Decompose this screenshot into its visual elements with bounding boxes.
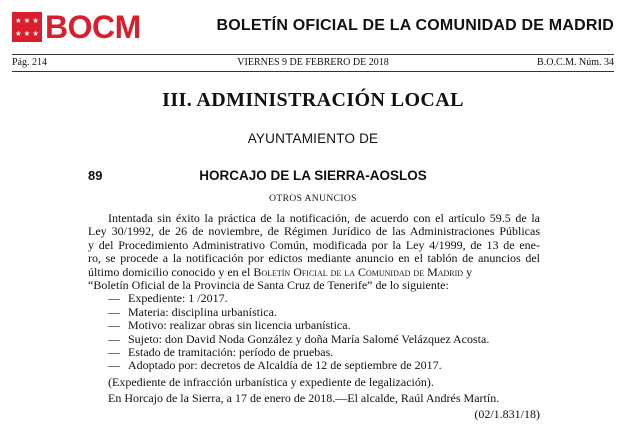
- star-icon: [33, 31, 39, 37]
- paragraph-line: Ley 30/1992, de 26 de noviembre, de Régimen Jurídico de las Administraciones Públicas: [88, 224, 540, 239]
- subsection-heading: OTROS ANUNCIOS: [269, 194, 357, 204]
- star-icon: [24, 31, 30, 37]
- list-item: [88, 359, 540, 372]
- item-text: Materia: disciplina urbanística.: [128, 304, 277, 319]
- paragraph-text: y: [463, 264, 473, 279]
- header-rule-bottom: [12, 71, 614, 72]
- paragraph-line: [88, 266, 540, 279]
- boletin-name: Boletín Oficial de la Comunidad de Madrid: [253, 264, 464, 279]
- list-item: [88, 346, 540, 359]
- bocm-header: [12, 9, 614, 47]
- entity-title: HORCAJO DE LA SIERRA-AOSLOS: [199, 168, 427, 183]
- dash: —: [108, 331, 120, 346]
- paragraph-line: y del Procedimiento Administrativo Común, modificada por la Ley 4/1999, de 13 de ene-: [88, 237, 540, 252]
- section-title: III. ADMINISTRACIÓN LOCAL: [162, 89, 464, 111]
- dash: —: [108, 291, 120, 306]
- item-text: Motivo: realizar obras sin licencia urbanística.: [128, 318, 351, 333]
- star-icon: [24, 18, 30, 24]
- item-text: Expediente: 1 /2017.: [128, 291, 228, 306]
- item-text: Estado de tramitación: período de pruebas.: [128, 344, 334, 359]
- item-list: [88, 292, 540, 372]
- star-icon: [15, 18, 21, 24]
- list-item: [88, 306, 540, 319]
- publication-title: BOLETÍN OFICIAL DE LA COMUNIDAD DE MADRID: [216, 17, 614, 34]
- star-icon: [15, 31, 21, 37]
- announcement-body: [88, 212, 540, 422]
- list-item: [88, 292, 540, 305]
- item-text: Adoptado por: decretos de Alcaldía de 12 de septiembre de 2017.: [128, 358, 442, 373]
- paragraph-line: Intentada sin éxito la práctica de la notificación, de acuerdo con el artículo 59.5 de la: [108, 211, 540, 225]
- list-item: [88, 333, 540, 346]
- dash: —: [108, 304, 120, 319]
- header-rule-top: [12, 54, 614, 55]
- bocm-logo: [12, 10, 141, 44]
- logo-text: BOCM: [45, 9, 141, 45]
- star-icon: [33, 18, 39, 24]
- paragraph-line: “Boletín Oficial de la Provincia de Santa Cruz de Tenerife” de lo siguiente:: [88, 277, 449, 292]
- dash: —: [108, 358, 120, 373]
- dash: —: [108, 318, 120, 333]
- entry-number: 89: [88, 168, 103, 183]
- dash: —: [108, 344, 120, 359]
- page-number: Pág. 214: [12, 57, 47, 68]
- issue-number: B.O.C.M. Núm. 34: [537, 57, 614, 68]
- ayuntamiento-heading: AYUNTAMIENTO DE: [247, 131, 379, 146]
- madrid-stars-icon: [12, 12, 42, 42]
- reference-code: (02/1.831/18): [474, 407, 540, 422]
- paragraph-line: ro, se procede a la notificación por edictos mediante anuncio en el tablón de anuncios del: [88, 251, 540, 266]
- list-item: [88, 319, 540, 332]
- meta-row: [12, 57, 614, 71]
- item-text: Sujeto: don David Noda González y doña María Salomé Velázquez Acosta.: [128, 331, 490, 346]
- issue-date: VIERNES 9 DE FEBRERO DE 2018: [237, 57, 389, 68]
- signature-line: En Horcajo de la Sierra, a 17 de enero de 2018.—El alcalde, Raúl Andrés Martín.: [108, 391, 500, 406]
- procedure-note: (Expediente de infracción urbanística y expediente de legalización).: [108, 374, 434, 389]
- paragraph-text: último domicilio conocido y en el: [88, 264, 251, 279]
